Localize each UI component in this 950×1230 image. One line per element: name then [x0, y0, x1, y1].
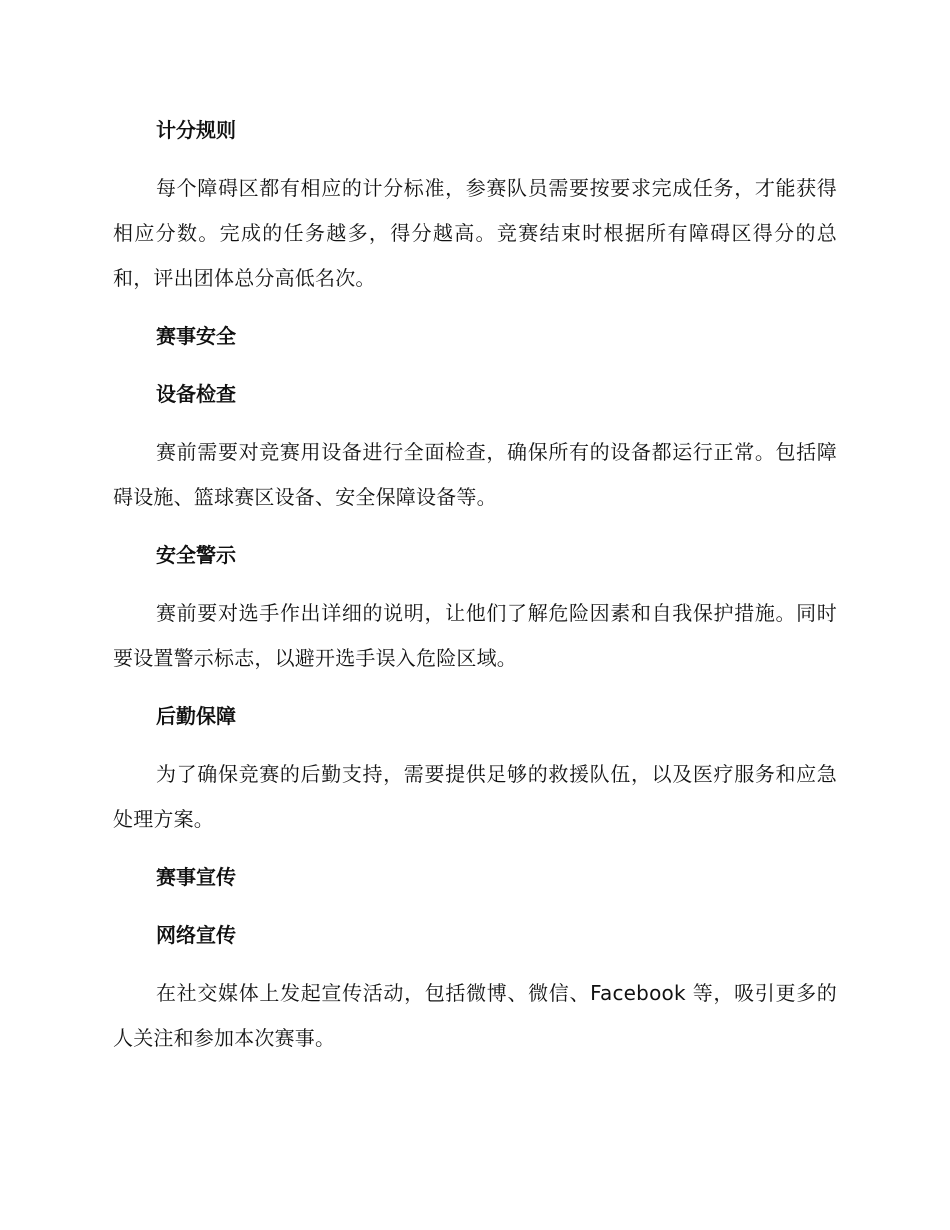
paragraph-online-promotion: 在社交媒体上发起宣传活动，包括微博、微信、Facebook 等，吸引更多的人关注和参加本次赛事。 [113, 981, 837, 1050]
paragraph-scoring-rules: 每个障碍区都有相应的计分标准，参赛队员需要按要求完成任务，才能获得相应分数。完成的任务越多，得分越高。竞赛结束时根据所有障碍区得分的总和，评出团体总分高低名次。 [113, 176, 837, 290]
section-heading-event-safety: 赛事安全 [156, 324, 236, 348]
section-heading-event-promotion: 赛事宣传 [156, 865, 236, 889]
section-heading-safety-warning: 安全警示 [156, 543, 236, 567]
section-heading-scoring-rules: 计分规则 [156, 118, 236, 142]
section-heading-online-promotion: 网络宣传 [156, 923, 236, 947]
section-heading-equipment-check: 设备检查 [156, 382, 236, 406]
paragraph-equipment-check: 赛前需要对竞赛用设备进行全面检查，确保所有的设备都运行正常。包括障碍设施、篮球赛区设备、安全保障设备等。 [113, 440, 837, 509]
document-body [113, 108, 837, 1074]
paragraph-safety-warning: 赛前要对选手作出详细的说明，让他们了解危险因素和自我保护措施。同时要设置警示标志，以避开选手误入危险区域。 [113, 601, 837, 670]
paragraph-logistics: 为了确保竞赛的后勤支持，需要提供足够的救援队伍，以及医疗服务和应急处理方案。 [113, 762, 837, 831]
section-heading-logistics: 后勤保障 [156, 704, 236, 728]
